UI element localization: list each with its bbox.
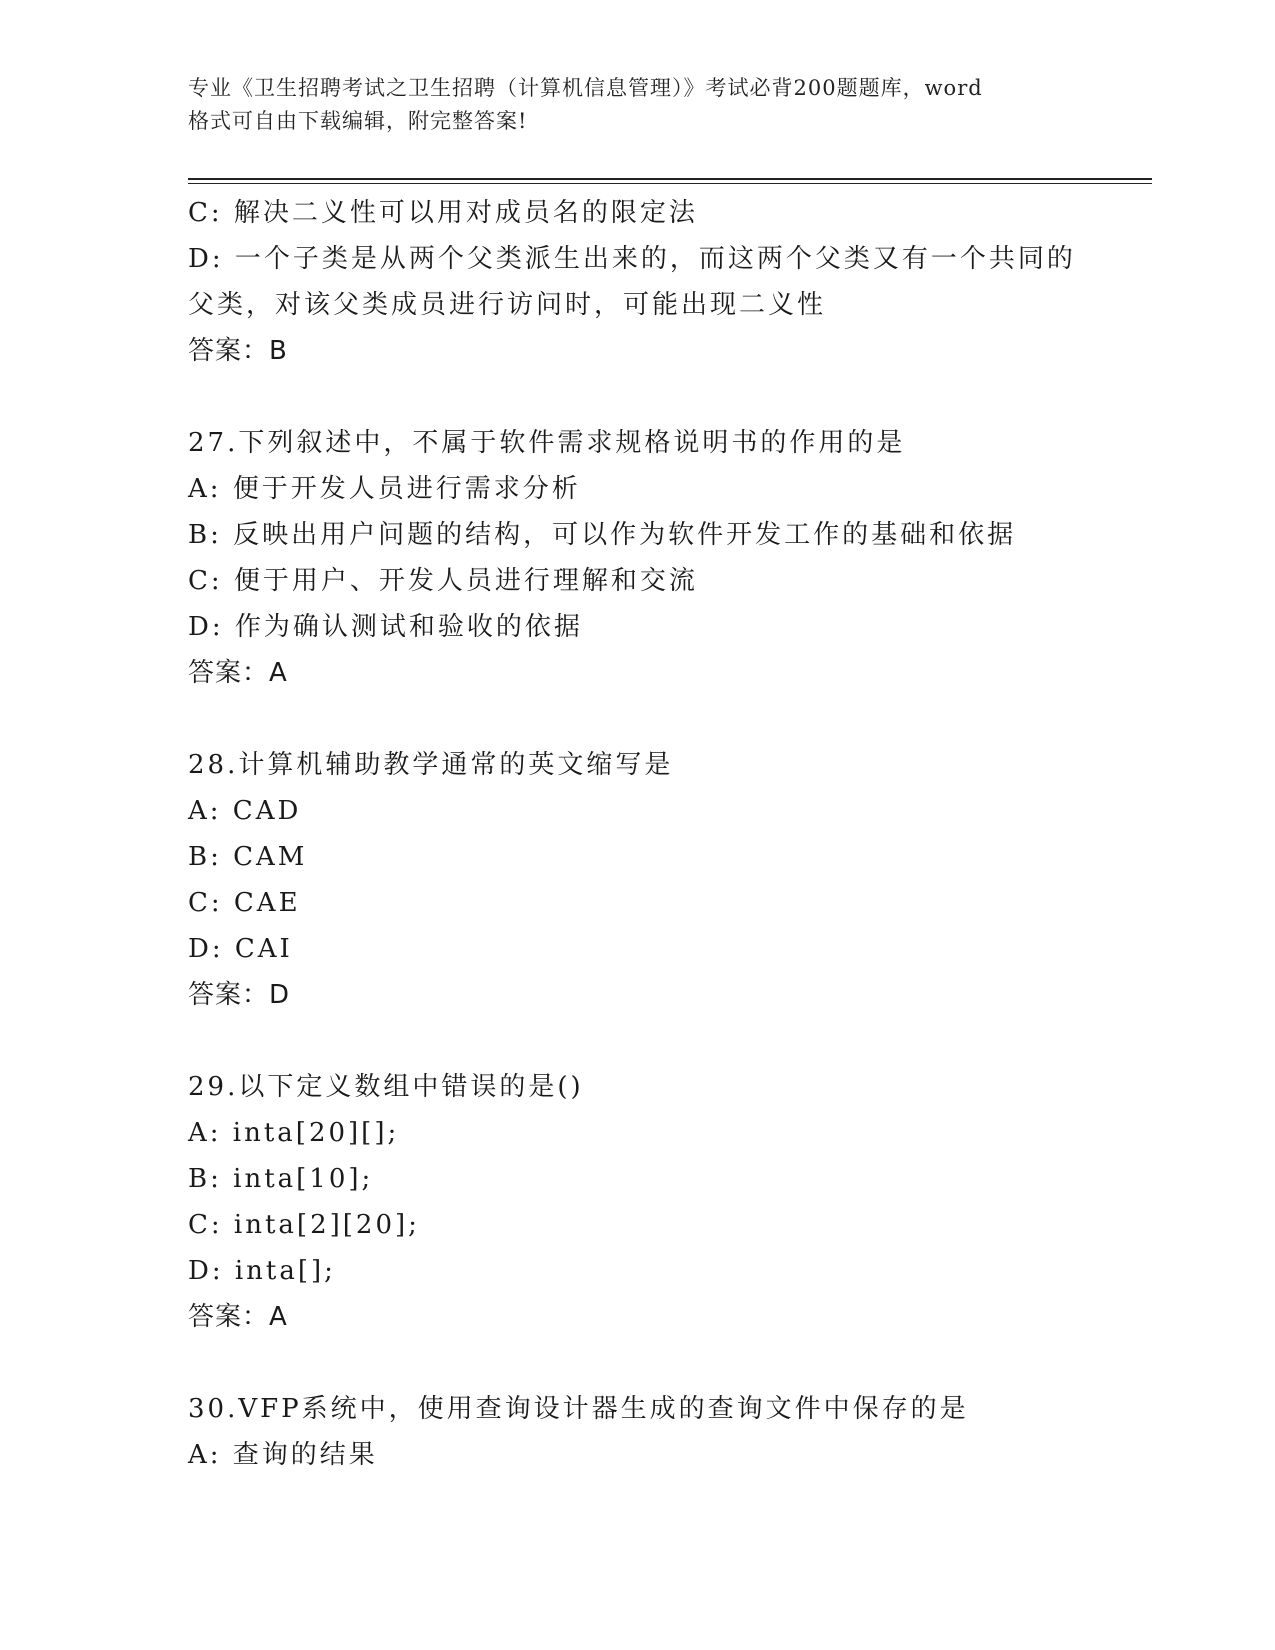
- spacer: [188, 1340, 1152, 1386]
- answer: 答案：A: [188, 658, 288, 688]
- question-stem: 27.下列叙述中，不属于软件需求规格说明书的作用的是: [188, 428, 906, 458]
- option-d: D: 一个子类是从两个父类派生出来的，而这两个父类又有一个共同的: [188, 244, 1076, 274]
- option-c: C: inta[2][20];: [188, 1210, 420, 1240]
- question-29: [188, 1064, 1152, 1340]
- option-d-continued: 父类，对该父类成员进行访问时，可能出现二义性: [188, 290, 827, 320]
- option-c: C: 便于用户、开发人员进行理解和交流: [188, 566, 698, 596]
- question-30: [188, 1386, 1152, 1478]
- spacer: [188, 374, 1152, 420]
- question-list: [188, 190, 1152, 1478]
- option-c: C: CAE: [188, 888, 301, 918]
- spacer: [188, 1018, 1152, 1064]
- option-d: D: inta[];: [188, 1256, 336, 1286]
- question-stem: 28.计算机辅助教学通常的英文缩写是: [188, 750, 674, 780]
- option-a: A: CAD: [188, 796, 302, 826]
- question-27: [188, 420, 1152, 696]
- option-a: A: 便于开发人员进行需求分析: [188, 474, 581, 504]
- option-d: D: 作为确认测试和验收的依据: [188, 612, 583, 642]
- option-b: B: CAM: [188, 842, 308, 872]
- answer: 答案：A: [188, 1302, 288, 1332]
- spacer: [188, 696, 1152, 742]
- answer: 答案：D: [188, 980, 291, 1010]
- option-a: A: inta[20][];: [188, 1118, 400, 1148]
- header-line-2: 格式可自由下载编辑，附完整答案!: [188, 109, 528, 133]
- option-b: B: 反映出用户问题的结构，可以作为软件开发工作的基础和依据: [188, 520, 1017, 550]
- header-line-1: 专业《卫生招聘考试之卫生招聘（计算机信息管理）》考试必背200题题库，word: [188, 76, 983, 100]
- option-c: C: 解决二义性可以用对成员名的限定法: [188, 198, 698, 228]
- option-a: A: 查询的结果: [188, 1440, 378, 1470]
- option-b: B: inta[10];: [188, 1164, 374, 1194]
- header-divider: [188, 178, 1152, 184]
- question-stem: 29.以下定义数组中错误的是(): [188, 1072, 584, 1102]
- document-header: [188, 72, 1088, 138]
- answer: 答案：B: [188, 336, 288, 366]
- question-26-continued: [188, 190, 1152, 374]
- option-d: D: CAI: [188, 934, 293, 964]
- question-stem: 30.VFP系统中，使用查询设计器生成的查询文件中保存的是: [188, 1394, 969, 1424]
- question-28: [188, 742, 1152, 1018]
